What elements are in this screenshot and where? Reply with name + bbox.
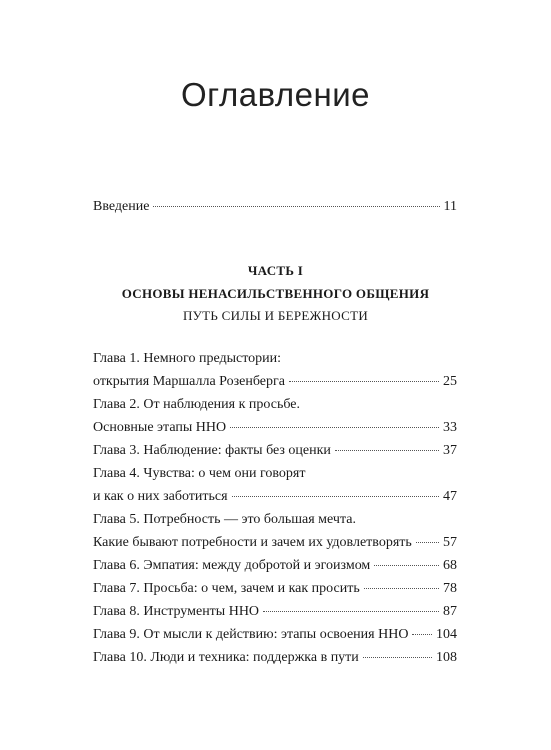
toc-entry-title: Глава 9. От мысли к действию: этапы освоения ННО — [93, 627, 409, 642]
dot-leader — [364, 588, 439, 589]
dot-leader — [263, 611, 439, 612]
toc-entry-page: 68 — [443, 558, 457, 573]
toc-entry-title: Основные этапы ННО — [93, 420, 227, 435]
toc-entry — [93, 510, 457, 530]
page-title: Оглавление — [181, 76, 370, 113]
toc-entry — [93, 395, 457, 415]
toc-entry-page: 108 — [436, 650, 457, 665]
toc-entry-title: Глава 7. Просьба: о чем, зачем и как просить — [93, 581, 360, 596]
toc-entry — [93, 464, 457, 484]
dot-leader — [289, 381, 439, 382]
toc-entry-title: Глава 8. Инструменты ННО — [93, 604, 260, 619]
toc-entry-title: Глава 2. От наблюдения к просьбе. — [93, 397, 300, 412]
toc-entry-page: 25 — [443, 374, 457, 389]
toc-entry — [93, 533, 457, 553]
dot-leader — [232, 496, 439, 497]
toc-entry-title: Глава 10. Люди и техника: поддержка в пути — [93, 650, 359, 665]
dot-leader — [363, 657, 432, 658]
toc-entry — [93, 441, 457, 461]
toc-entry-page: 78 — [443, 581, 457, 596]
dot-leader — [153, 206, 439, 207]
dot-leader — [374, 565, 439, 566]
dot-leader — [335, 450, 439, 451]
toc-entry-title: Какие бывают потребности и зачем их удовлетворять — [93, 535, 412, 550]
toc-entry — [93, 418, 457, 438]
toc-entry-title: Глава 4. Чувства: о чем они говорят — [93, 466, 306, 481]
toc-entry — [93, 487, 457, 507]
toc-entry-title: открытия Маршалла Розенберга — [93, 374, 285, 389]
toc-entry-title: Глава 1. Немного предыстории: — [93, 351, 282, 366]
toc-entry-intro — [93, 197, 457, 217]
toc-entry-page: 57 — [443, 535, 457, 550]
toc-entry-page: 37 — [443, 443, 457, 458]
dot-leader — [230, 427, 439, 428]
part-title: ОСНОВЫ НЕНАСИЛЬСТВЕННОГО ОБЩЕНИЯ — [121, 286, 430, 301]
toc-entry — [93, 349, 457, 369]
part-label: ЧАСТЬ I — [247, 263, 304, 278]
dot-leader — [412, 634, 432, 635]
toc-entry — [93, 579, 457, 599]
toc-entry-page: 11 — [443, 199, 457, 214]
toc-entry — [93, 372, 457, 392]
toc-entry-page: 87 — [443, 604, 457, 619]
toc-entry-page: 47 — [443, 489, 457, 504]
dot-leader — [416, 542, 439, 543]
toc-entry-title: Глава 6. Эмпатия: между добротой и эгоизмом — [93, 558, 371, 573]
toc-entry — [93, 625, 457, 645]
toc-entry-title: и как о них заботиться — [93, 489, 228, 504]
toc-entry-title: Глава 3. Наблюдение: факты без оценки — [93, 443, 331, 458]
toc-entry-title: Введение — [93, 199, 150, 214]
toc-entry — [93, 556, 457, 576]
toc-entry — [93, 648, 457, 668]
toc-entry-page: 33 — [443, 420, 457, 435]
toc-entry-title: Глава 5. Потребность — это большая мечта. — [93, 512, 356, 527]
toc-entry — [93, 602, 457, 622]
toc-entry-page: 104 — [436, 627, 457, 642]
part-subtitle: ПУТЬ СИЛЫ И БЕРЕЖНОСТИ — [182, 308, 369, 323]
